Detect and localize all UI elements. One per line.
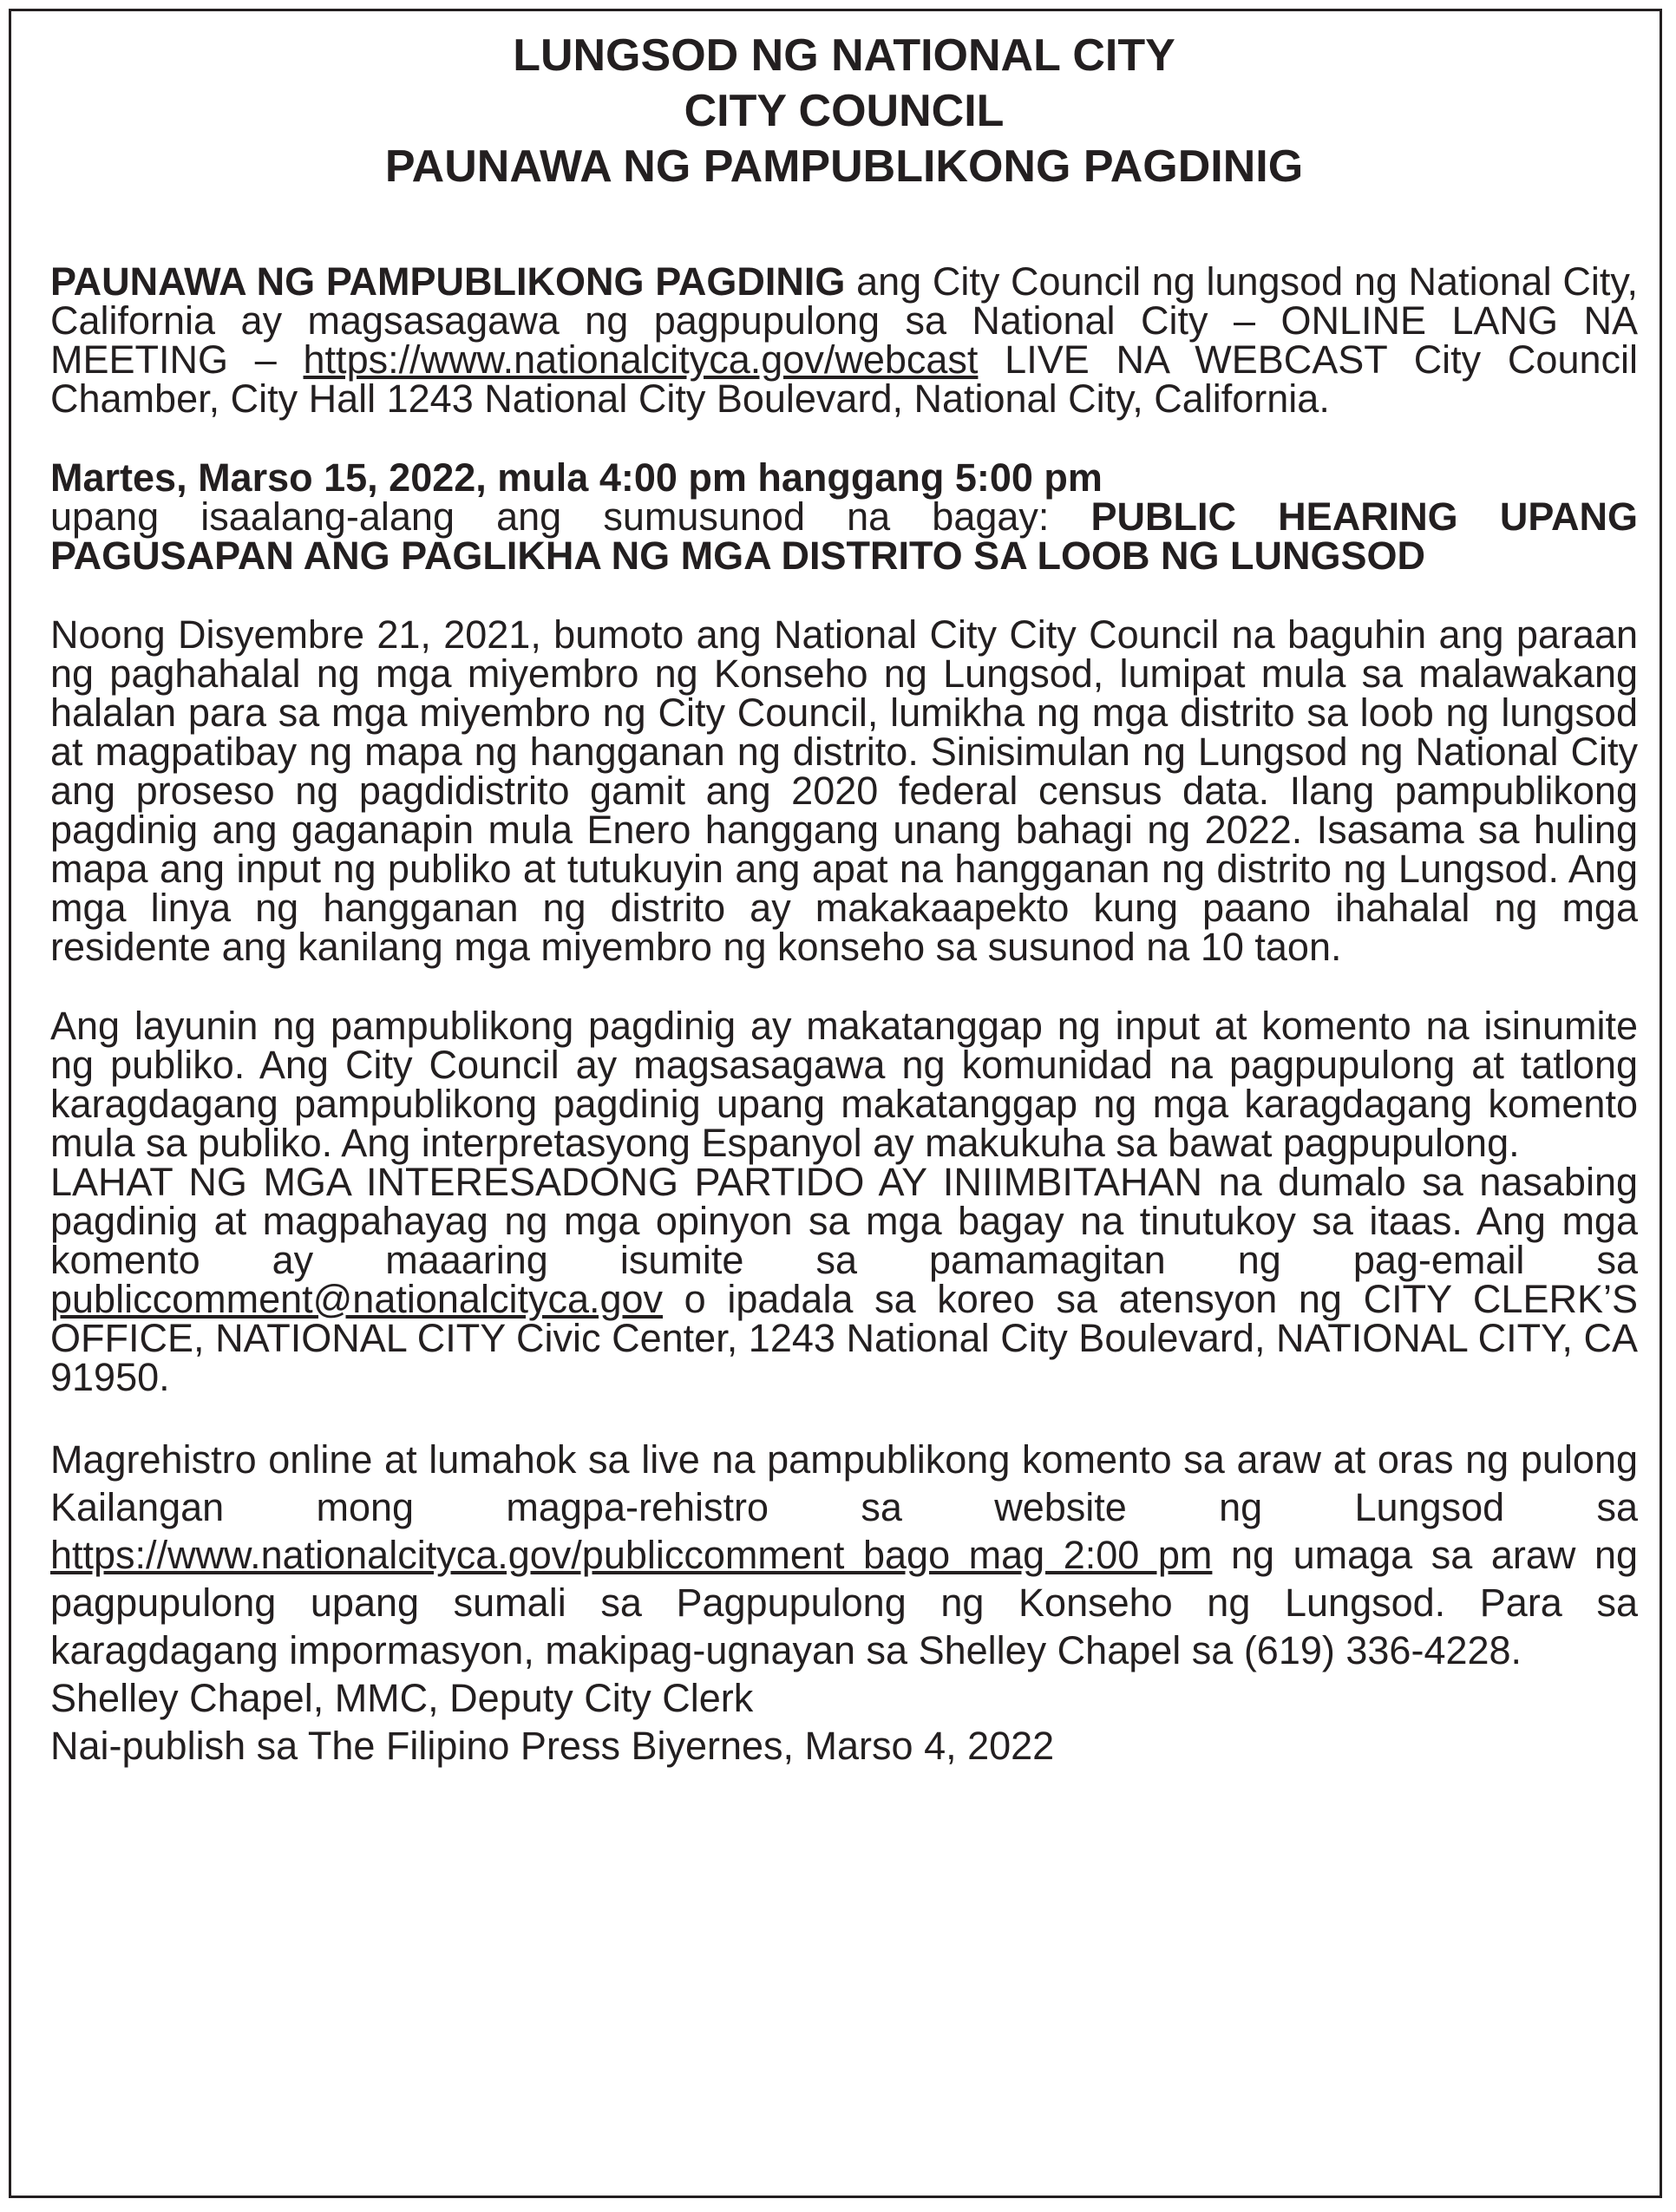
hearing-date-time: Martes, Marso 15, 2022, mula 4:00 pm hanggang 5:00 pm — [50, 455, 1103, 500]
register-paragraph — [50, 1436, 1638, 1674]
council-name: CITY COUNCIL — [684, 86, 1005, 136]
intro-paragraph — [50, 259, 1639, 421]
invitation-paragraph — [50, 1162, 1638, 1397]
purpose-paragraph: Ang layunin ng pampublikong pagdinig ay makatanggap ng input at komento na isinumite ng publiko. Ang City Council ay magsasagawa ng komunidad na pagpupulong at tatlong karagdagang pampublikong pagdinig upang makatanggap ng mga karagdagang komento mula sa publiko. Ang interpretasyong Espanyol ay makukuha sa bawat pagpupulong. — [50, 1004, 1638, 1165]
hearing-subject: PUBLIC HEARING UPANG PAGUSAPAN ANG PAGLIKHA NG MGA DISTRITO SA LOOB NG LUNGSOD — [50, 494, 1638, 578]
schedule-consider: upang isaalang-alang ang sumusunod na bagay: — [50, 494, 1091, 539]
notice-header — [50, 28, 1638, 194]
public-notice — [50, 28, 1638, 1770]
signature-block — [50, 1674, 1638, 1770]
invitation-text-b: o ipadala sa koreo sa atensyon ng CITY CLERK’S OFFICE, NATIONAL CITY Civic Center, 1243 National City Boulevard, NATIONAL CITY, CA 91950. — [50, 1277, 1638, 1399]
clerk-signature: Shelley Chapel, MMC, Deputy City Clerk — [50, 1676, 754, 1720]
intro-text-b: LIVE NA WEBCAST City Council Chamber, City Hall 1243 National City Boulevard, National City, California. — [50, 337, 1639, 421]
publication-line: Nai-publish sa The Filipino Press Biyernes, Marso 4, 2022 — [50, 1724, 1055, 1768]
register-text-b: ng umaga sa araw ng pagpupulong upang sumali sa Pagpupulong ng Konseho ng Lungsod. Para sa karagdagang impormasyon, makipag-ugnayan sa Shelley Chapel sa (619) 336-4228. — [50, 1533, 1638, 1672]
webcast-link[interactable]: https://www.nationalcityca.gov/webcast — [303, 337, 979, 382]
public-comment-link[interactable]: https://www.nationalcityca.gov/publiccomment bago mag 2:00 pm — [50, 1533, 1213, 1577]
invitation-text-a: LAHAT NG MGA INTERESADONG PARTIDO AY INIIMBITAHAN na dumalo sa nasabing pagdinig at magpahayag ng mga opinyon sa mga bagay na tinutukoy sa itaas. Ang mga komento ay maaaring isumite sa pamamagitan ng pag-email sa — [50, 1160, 1638, 1282]
schedule-paragraph — [50, 455, 1638, 578]
background-paragraph: Noong Disyembre 21, 2021, bumoto ang National City City Council na baguhin ang paraan ng paghahalal ng mga miyembro ng Konseho ng Lungsod, lumipat mula sa malawakang halalan para sa mga miyembro ng City Council, lumikha ng mga distrito sa loob ng lungsod at magpatibay ng mapa ng hangganan ng distrito. Sinisimulan ng Lungsod ng National City ang proseso ng pagdidistrito gamit ang 2020 federal census data. Ilang pampublikong pagdinig ang gaganapin mula Enero hanggang unang bahagi ng 2022. Isasama sa huling mapa ang input ng publiko at tutukuyin ang apat na hangganan ng distrito ng Lungsod. Ang mga linya ng hangganan ng distrito ay makakaapekto kung paano ihahalal ng mga residente ang kanilang mga miyembro ng konseho sa susunod na 10 taon. — [50, 612, 1638, 969]
comment-email-link[interactable]: publiccomment@nationalcityca.gov — [50, 1277, 664, 1321]
intro-lead: PAUNAWA NG PAMPUBLIKONG PAGDINIG — [50, 259, 846, 304]
intro-text-a: ang City Council ng lungsod ng National City, California ay magsasagawa ng pagpupulong sa National City – ONLINE LANG NA MEETING – — [50, 259, 1638, 382]
register-text-a: Magrehistro online at lumahok sa live na pampublikong komento sa araw at oras ng pulong Kailangan mong magpa-rehistro sa website ng Lungsod sa — [50, 1437, 1638, 1529]
city-name: LUNGSOD NG NATIONAL CITY — [513, 30, 1175, 81]
notice-title: PAUNAWA NG PAMPUBLIKONG PAGDINIG — [384, 141, 1304, 192]
